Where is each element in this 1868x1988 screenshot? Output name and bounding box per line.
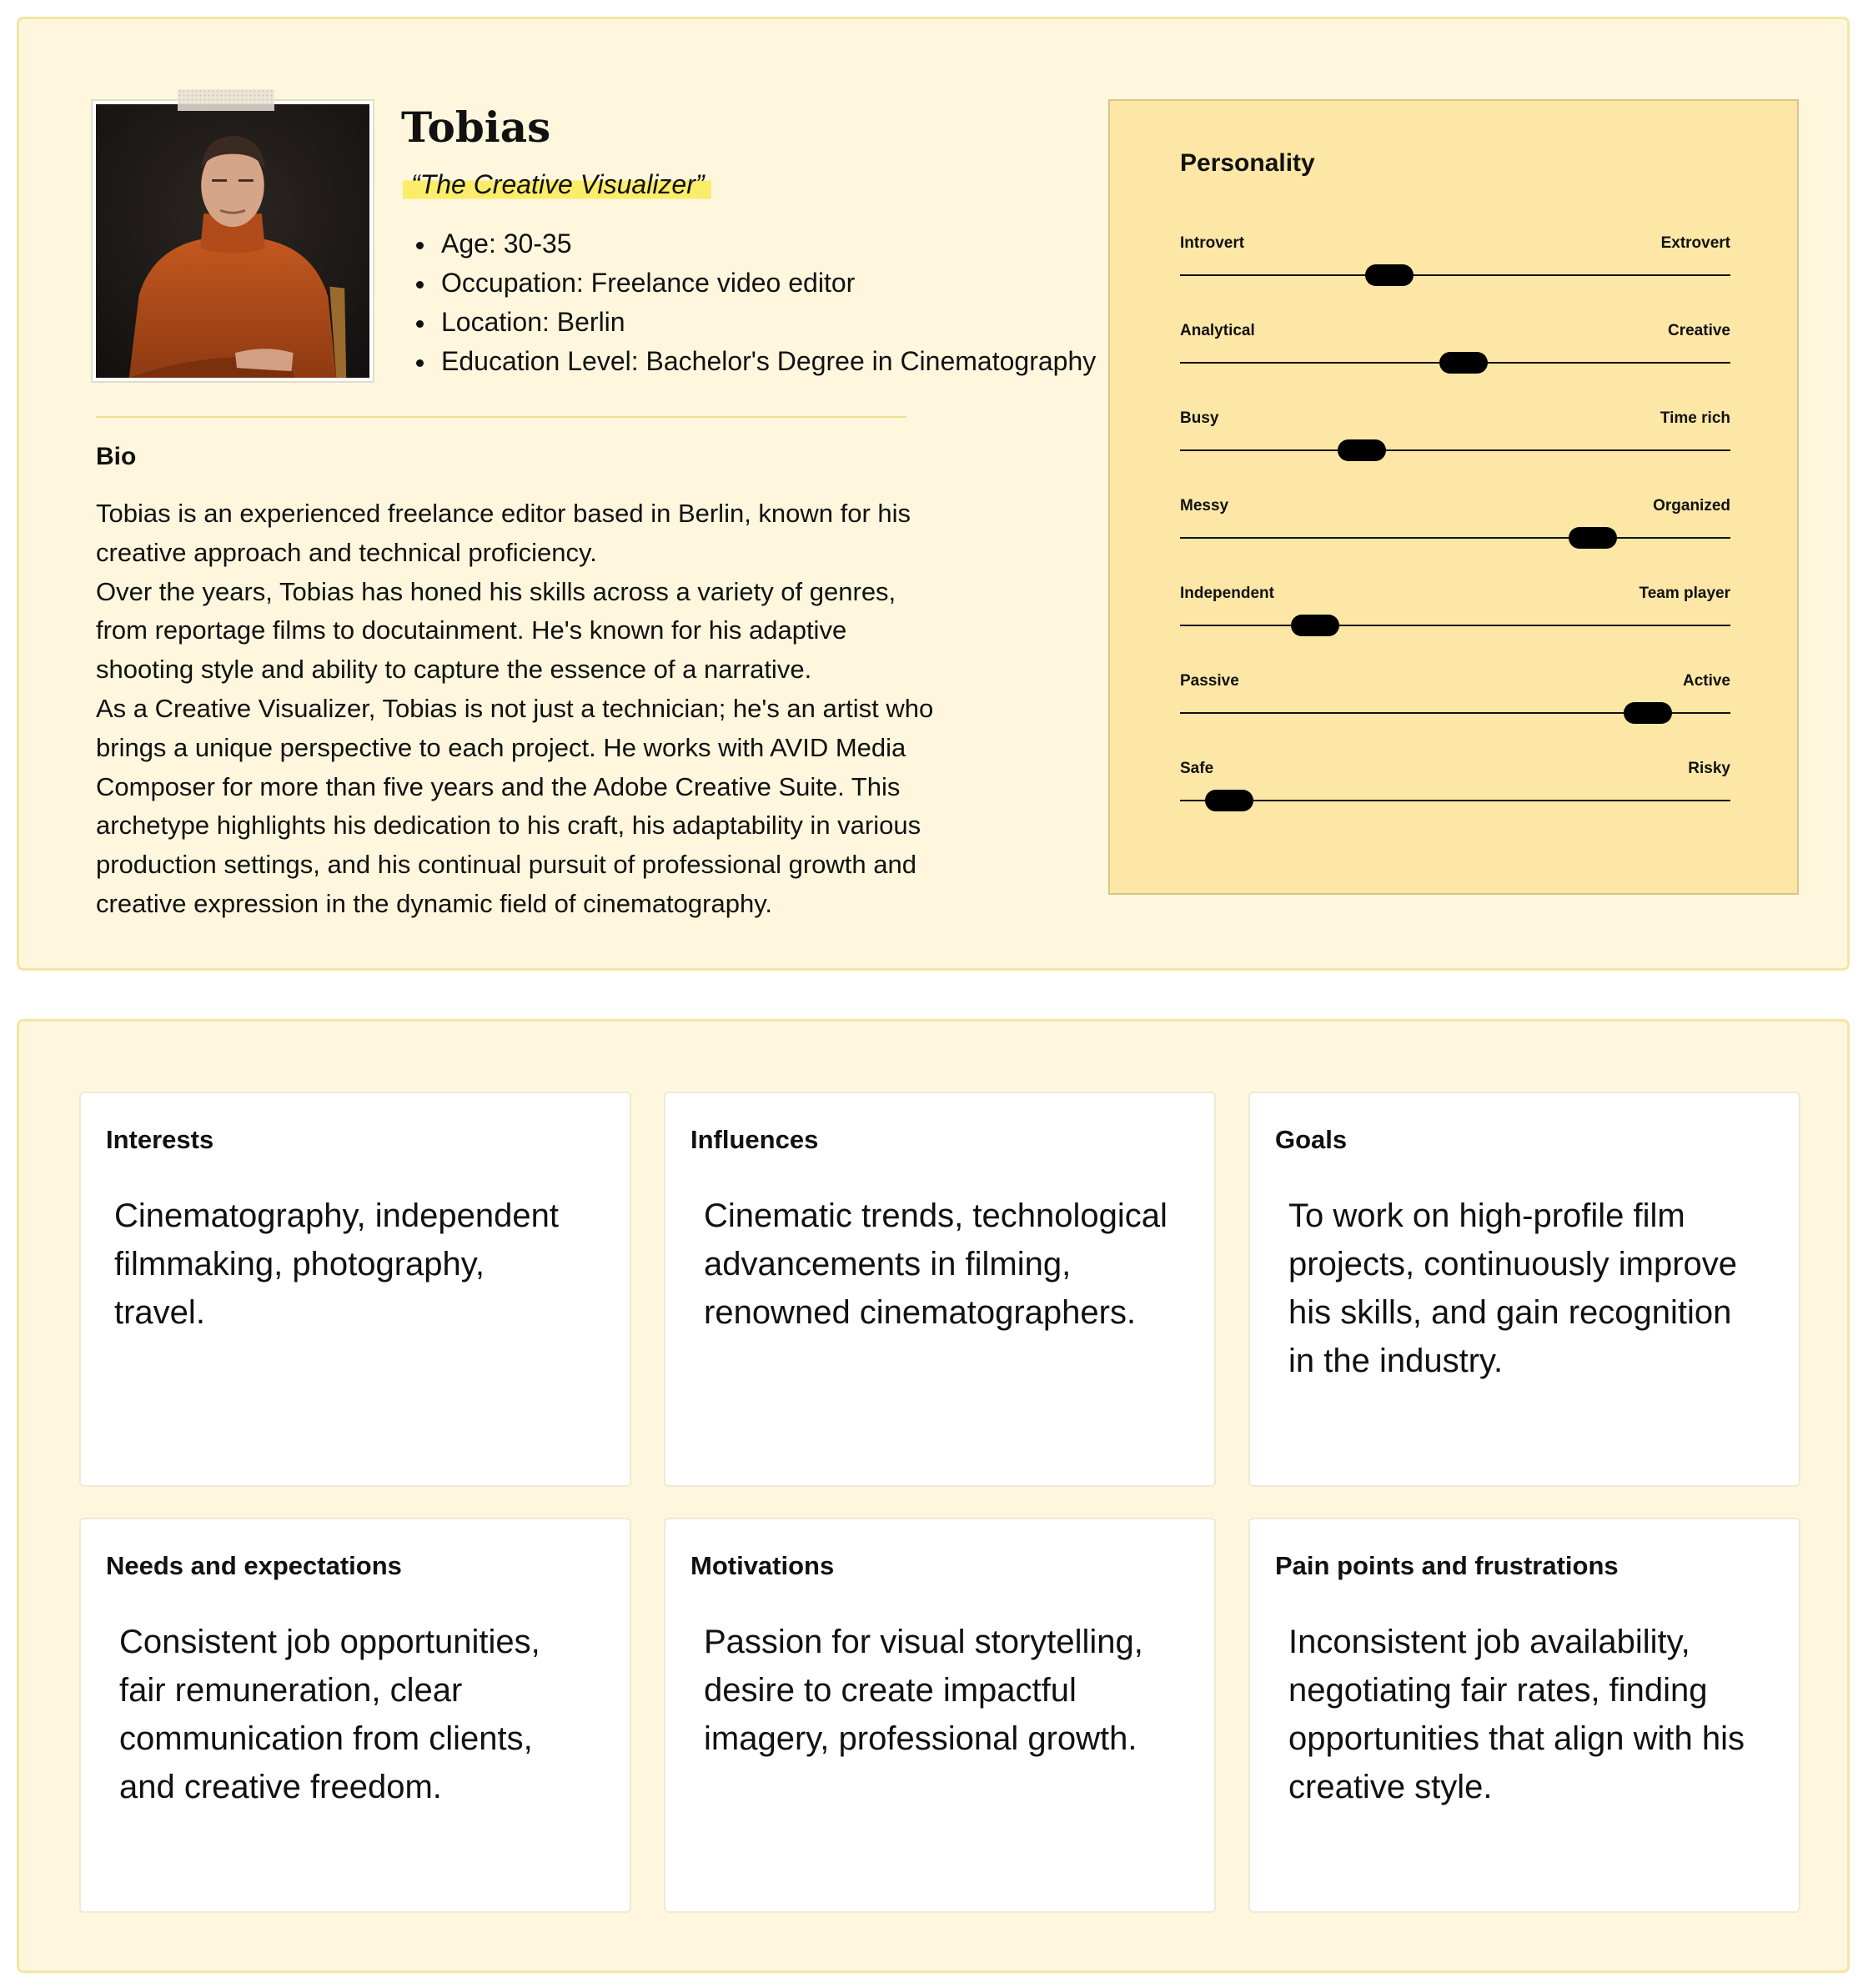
- bio-heading: Bio: [96, 443, 137, 470]
- card-motivations: [664, 1518, 1216, 1913]
- card-title: Goals: [1275, 1125, 1348, 1154]
- card-influences: [664, 1092, 1216, 1487]
- trait-slider-independent-teamplayer: [1180, 585, 1730, 643]
- trait-right-label: Time rich: [1660, 409, 1730, 427]
- section-divider: [96, 416, 906, 418]
- trait-left-label: Analytical: [1180, 322, 1255, 339]
- trait-knob: [1338, 439, 1386, 461]
- trait-slider-analytical-creative: [1180, 322, 1730, 380]
- trait-slider-safe-risky: [1180, 760, 1730, 818]
- card-body: To work on high-profile film projects, continuously improve his skills, and gain recognition in the industry.: [1288, 1197, 1738, 1379]
- trait-slider-passive-active: [1180, 672, 1730, 730]
- trait-knob: [1291, 615, 1339, 636]
- trait-left-label: Safe: [1180, 760, 1214, 777]
- card-title: Pain points and frustrations: [1275, 1551, 1619, 1580]
- trait-right-label: Active: [1682, 672, 1730, 690]
- card-title: Needs and expectations: [106, 1551, 402, 1580]
- trait-knob: [1365, 264, 1414, 286]
- trait-right-label: Creative: [1668, 322, 1730, 339]
- card-body: Inconsistent job availability, negotiating fair rates, finding opportunities that align with his creative style.: [1288, 1624, 1745, 1805]
- trait-slider-introvert-extrovert: [1180, 234, 1730, 293]
- trait-knob: [1569, 527, 1617, 549]
- card-needs: [79, 1518, 631, 1913]
- portrait-image: [96, 104, 369, 378]
- card-title: Interests: [106, 1125, 214, 1154]
- trait-right-label: Risky: [1688, 760, 1730, 777]
- photo-tape: [178, 89, 274, 111]
- bio-paragraph: As a Creative Visualizer, Tobias is not just a technician; he's an artist who brings a unique perspective to each project. He works with AVID Media Composer for more than five years and the Adobe Creative Suite. This archetype highlights his dedication to his craft, his adaptability in various production settings, and his continual pursuit of professional growth and creative expression in the dynamic field of cinematography.: [96, 693, 934, 918]
- card-title: Motivations: [690, 1551, 835, 1580]
- bio-text: [96, 494, 938, 924]
- details-panel: [17, 1019, 1850, 1973]
- trait-knob: [1624, 702, 1672, 724]
- trait-track: [1180, 274, 1730, 276]
- fact-location: Location: Berlin: [416, 303, 1096, 342]
- fact-education: Education Level: Bachelor's Degree in Cinematography: [416, 342, 1096, 381]
- profile-photo: [91, 99, 374, 383]
- persona-archetype: “The Creative Visualizer”: [403, 168, 711, 202]
- trait-track: [1180, 449, 1730, 451]
- trait-knob: [1439, 352, 1488, 374]
- bio-paragraph: Tobias is an experienced freelance editor based in Berlin, known for his creative approach and technical proficiency.: [96, 499, 911, 567]
- persona-facts-list: [416, 224, 1096, 381]
- personality-panel: [1108, 99, 1799, 895]
- trait-left-label: Passive: [1180, 672, 1239, 690]
- fact-occupation: Occupation: Freelance video editor: [416, 264, 1096, 303]
- trait-left-label: Busy: [1180, 409, 1219, 427]
- trait-right-label: Extrovert: [1660, 234, 1730, 252]
- persona-name: Tobias: [401, 103, 551, 152]
- trait-knob: [1205, 790, 1253, 811]
- trait-right-label: Organized: [1653, 497, 1730, 515]
- trait-track: [1180, 800, 1730, 801]
- card-body: Consistent job opportunities, fair remuneration, clear communication from clients, and creative freedom.: [119, 1624, 540, 1805]
- personality-heading: Personality: [1180, 149, 1315, 177]
- bio-paragraph: Over the years, Tobias has honed his skills across a variety of genres, from reportage films to docutainment. He's known for his adaptive shooting style and ability to capture the essence of a narrative.: [96, 576, 896, 685]
- trait-left-label: Messy: [1180, 497, 1229, 515]
- profile-panel: [17, 17, 1850, 971]
- card-body: Cinematography, independent filmmaking, photography, travel.: [114, 1197, 559, 1331]
- card-pain-points: [1248, 1518, 1800, 1913]
- trait-track: [1180, 537, 1730, 539]
- card-title: Influences: [690, 1125, 819, 1154]
- card-goals: [1248, 1092, 1800, 1487]
- card-body: Passion for visual storytelling, desire to create impactful imagery, professional growth.: [704, 1624, 1143, 1757]
- fact-age: Age: 30-35: [416, 224, 1096, 264]
- trait-track: [1180, 625, 1730, 626]
- trait-left-label: Introvert: [1180, 234, 1245, 252]
- trait-left-label: Independent: [1180, 585, 1274, 602]
- trait-slider-messy-organized: [1180, 497, 1730, 555]
- card-interests: [79, 1092, 631, 1487]
- trait-right-label: Team player: [1639, 585, 1730, 602]
- card-body: Cinematic trends, technological advancements in filming, renowned cinematographers.: [704, 1197, 1168, 1331]
- trait-slider-busy-timerich: [1180, 409, 1730, 468]
